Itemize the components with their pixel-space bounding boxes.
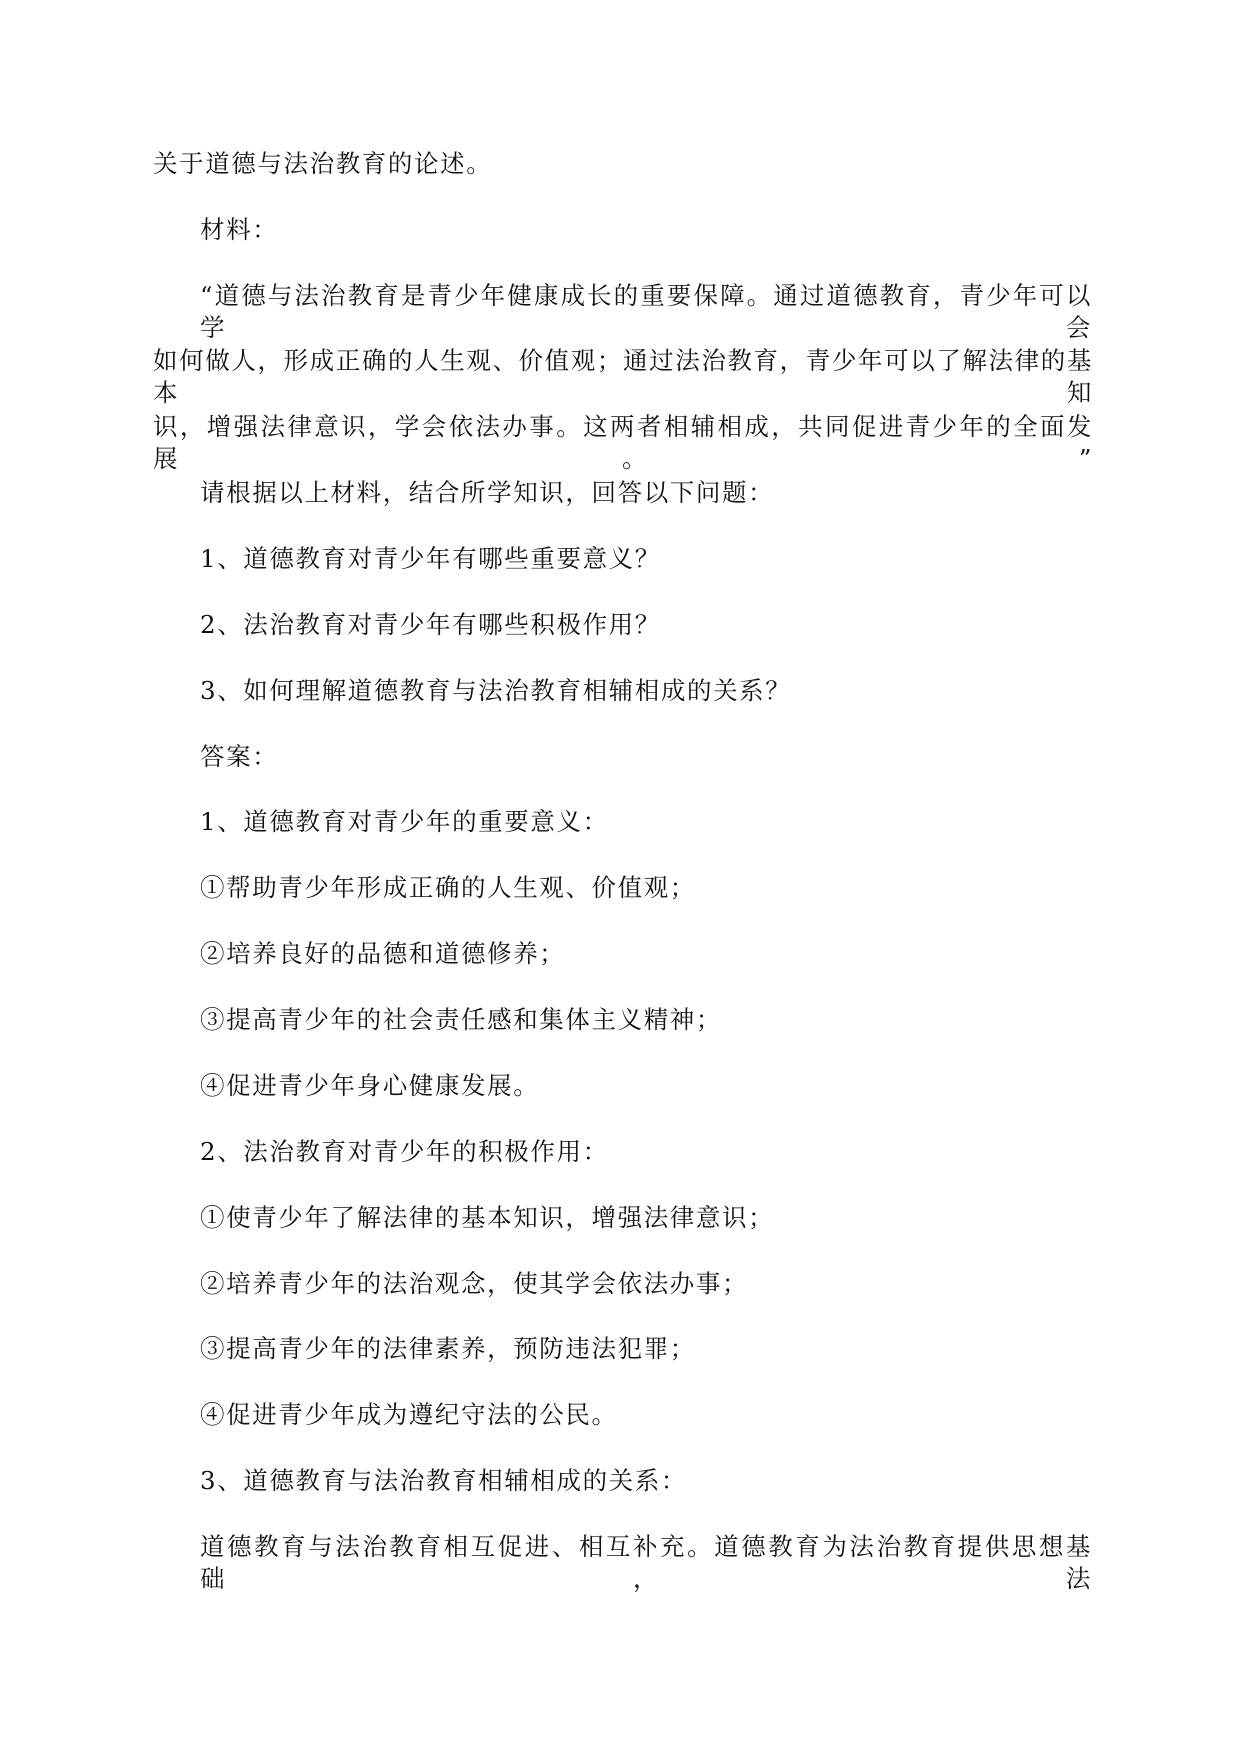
answer-1-point-4: ④促进青少年身心健康发展。 <box>200 1071 540 1100</box>
intro-title: 关于道德与法治教育的论述。 <box>153 149 493 178</box>
instruction-text: 请根据以上材料，结合所学知识，回答以下问题： <box>200 478 775 507</box>
question-2: 2、法治教育对青少年有哪些积极作用？ <box>200 610 661 639</box>
question-3: 3、如何理解道德教育与法治教育相辅相成的关系？ <box>200 676 792 705</box>
answer-2-point-2: ②培养青少年的法治观念，使其学会依法办事； <box>200 1269 749 1298</box>
answer-1-point-2: ②培养良好的品德和道德修养； <box>200 939 566 968</box>
answer-2-point-1: ①使青少年了解法律的基本知识，增强法律意识； <box>200 1203 775 1232</box>
answer-1-point-3: ③提高青少年的社会责任感和集体主义精神； <box>200 1005 722 1034</box>
answer-2-point-4: ④促进青少年成为遵纪守法的公民。 <box>200 1400 618 1429</box>
answer-1-point-1: ①帮助青少年形成正确的人生观、价值观； <box>200 873 696 902</box>
answer-2-point-3: ③提高青少年的法律素养，预防违法犯罪； <box>200 1334 696 1363</box>
answer-1-heading: 1、道德教育对青少年的重要意义： <box>200 807 609 836</box>
material-text-line-2: 如何做人，形成正确的人生观、价值观；通过法治教育，青少年可以了解法律的基本知 <box>153 346 1093 407</box>
answer-2-heading: 2、法治教育对青少年的积极作用： <box>200 1137 609 1166</box>
material-label: 材料： <box>200 215 279 244</box>
material-text-line-3: 识，增强法律意识，学会依法办事。这两者相辅相成，共同促进青少年的全面发展。” <box>153 412 1093 473</box>
question-1: 1、道德教育对青少年有哪些重要意义？ <box>200 544 661 573</box>
answer-label: 答案： <box>200 742 279 771</box>
answer-3-heading: 3、道德教育与法治教育相辅相成的关系： <box>200 1466 687 1495</box>
answer-3-text-line-1: 道德教育与法治教育相互促进、相互补充。道德教育为法治教育提供思想基础，法 <box>200 1532 1092 1593</box>
material-text-line-1: “道德与法治教育是青少年健康成长的重要保障。通过道德教育，青少年可以学会 <box>200 281 1092 342</box>
